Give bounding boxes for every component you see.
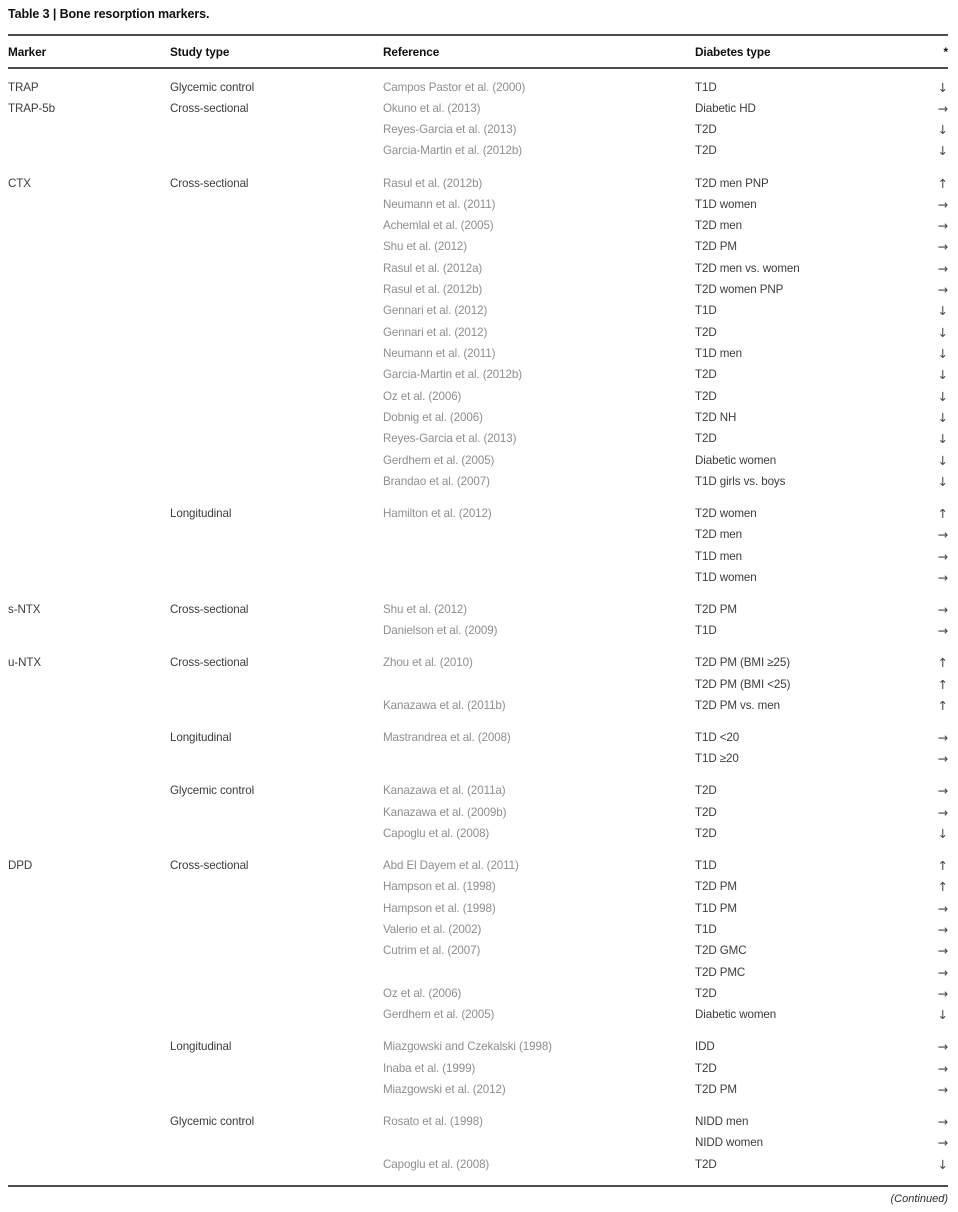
reference-cell[interactable]: Neumann et al. (2011) bbox=[383, 347, 496, 361]
table-row bbox=[8, 98, 948, 119]
marker-cell bbox=[8, 428, 170, 449]
diabetes-type-cell: T2D GMC bbox=[695, 944, 747, 958]
study-type-cell bbox=[170, 1132, 383, 1153]
reference-cell[interactable]: Okuno et al. (2013) bbox=[383, 101, 481, 115]
study-type-cell bbox=[170, 940, 383, 961]
column-header-diabetes-type: Diabetes type bbox=[695, 44, 771, 59]
study-type-cell bbox=[170, 364, 383, 385]
table-row bbox=[8, 1079, 948, 1100]
study-type-cell bbox=[170, 279, 383, 300]
marker-cell bbox=[8, 236, 170, 257]
direction-arrow-icon: → bbox=[937, 527, 948, 543]
direction-arrow-icon: ↓ bbox=[937, 303, 948, 319]
diabetes-type-cell: T2D NH bbox=[695, 411, 737, 425]
reference-cell[interactable]: Neumann et al. (2011) bbox=[383, 197, 496, 211]
study-type-cell: Glycemic control bbox=[170, 784, 255, 798]
diabetes-type-cell: T2D bbox=[695, 144, 717, 158]
direction-arrow-icon: → bbox=[937, 986, 948, 1002]
column-header-asterisk: * bbox=[943, 44, 948, 59]
table-row bbox=[8, 855, 948, 876]
reference-cell[interactable]: Hampson et al. (1998) bbox=[383, 880, 496, 894]
reference-cell[interactable]: Oz et al. (2006) bbox=[383, 987, 462, 1001]
table-row bbox=[8, 674, 948, 695]
table-row bbox=[8, 1111, 948, 1132]
table-row bbox=[8, 524, 948, 545]
study-type-cell: Glycemic control bbox=[170, 80, 255, 94]
table-row bbox=[8, 450, 948, 471]
marker-cell bbox=[8, 1154, 170, 1175]
marker-cell bbox=[8, 279, 170, 300]
direction-arrow-icon: → bbox=[937, 623, 948, 639]
direction-arrow-icon: ↓ bbox=[937, 346, 948, 362]
diabetes-type-cell: T2D bbox=[695, 432, 717, 446]
diabetes-type-cell: T1D bbox=[695, 923, 717, 937]
diabetes-type-cell: T1D bbox=[695, 859, 717, 873]
marker-cell bbox=[8, 471, 170, 492]
direction-arrow-icon: → bbox=[937, 964, 948, 980]
marker-cell bbox=[8, 898, 170, 919]
diabetes-type-cell: T2D PM bbox=[695, 240, 737, 254]
table-row bbox=[8, 962, 948, 983]
reference-cell[interactable]: Rasul et al. (2012b) bbox=[383, 176, 483, 190]
reference-cell[interactable]: Rasul et al. (2012b) bbox=[383, 283, 483, 297]
marker-cell bbox=[8, 1111, 170, 1132]
table-row bbox=[8, 727, 948, 748]
table-row bbox=[8, 386, 948, 407]
study-type-cell bbox=[170, 1058, 383, 1079]
reference-cell[interactable]: Reyes-Garcia et al. (2013) bbox=[383, 123, 517, 137]
reference-cell[interactable]: Miazgowski et al. (2012) bbox=[383, 1083, 506, 1097]
reference-cell[interactable]: Kanazawa et al. (2011b) bbox=[383, 699, 506, 713]
diabetes-type-cell: T1D men bbox=[695, 549, 742, 563]
column-header-reference: Reference bbox=[383, 44, 440, 59]
diabetes-type-cell: T1D bbox=[695, 624, 717, 638]
marker-cell bbox=[8, 748, 170, 769]
diabetes-type-cell: T2D bbox=[695, 805, 717, 819]
reference-cell[interactable]: Cutrim et al. (2007) bbox=[383, 944, 481, 958]
study-type-cell bbox=[170, 620, 383, 641]
study-type-cell: Cross-sectional bbox=[170, 176, 249, 190]
direction-arrow-icon: → bbox=[937, 1135, 948, 1151]
study-type-cell bbox=[170, 407, 383, 428]
reference-cell[interactable]: Mastrandrea et al. (2008) bbox=[383, 731, 511, 745]
direction-arrow-icon: ↓ bbox=[937, 1007, 948, 1023]
table-row bbox=[8, 407, 948, 428]
marker-cell bbox=[8, 194, 170, 215]
marker-cell bbox=[8, 364, 170, 385]
marker-cell bbox=[8, 322, 170, 343]
reference-cell[interactable]: Zhou et al. (2010) bbox=[383, 656, 473, 670]
study-type-cell bbox=[170, 215, 383, 236]
diabetes-type-cell: T2D PM bbox=[695, 1083, 737, 1097]
marker-cell bbox=[8, 503, 170, 524]
direction-arrow-icon: ↓ bbox=[937, 388, 948, 404]
diabetes-type-cell: T1D women bbox=[695, 571, 757, 585]
marker-cell bbox=[8, 450, 170, 471]
direction-arrow-icon: ↓ bbox=[937, 122, 948, 138]
reference-cell[interactable]: Hamilton et al. (2012) bbox=[383, 507, 492, 521]
marker-cell bbox=[8, 695, 170, 716]
direction-arrow-icon: → bbox=[937, 751, 948, 767]
reference-cell[interactable]: Kanazawa et al. (2009b) bbox=[383, 805, 507, 819]
direction-arrow-icon: ↓ bbox=[937, 410, 948, 426]
table-row bbox=[8, 77, 948, 98]
direction-arrow-icon: → bbox=[937, 218, 948, 234]
table-row bbox=[8, 940, 948, 961]
study-type-cell bbox=[170, 1004, 383, 1025]
table-bottom-rule bbox=[8, 1185, 948, 1187]
marker-cell bbox=[8, 119, 170, 140]
diabetes-type-cell: IDD bbox=[695, 1040, 715, 1054]
direction-arrow-icon: ↑ bbox=[937, 175, 948, 191]
table-row bbox=[8, 343, 948, 364]
study-type-cell: Glycemic control bbox=[170, 1115, 255, 1129]
diabetes-type-cell: T2D men bbox=[695, 219, 742, 233]
diabetes-type-cell: T1D men bbox=[695, 347, 742, 361]
diabetes-type-cell: T1D women bbox=[695, 197, 757, 211]
direction-arrow-icon: ↓ bbox=[937, 143, 948, 159]
direction-arrow-icon: → bbox=[937, 260, 948, 276]
marker-cell bbox=[8, 802, 170, 823]
table-row bbox=[8, 215, 948, 236]
reference-cell[interactable]: Campos Pastor et al. (2000) bbox=[383, 80, 526, 94]
column-header-marker: Marker bbox=[8, 44, 47, 59]
table-row bbox=[8, 983, 948, 1004]
table-row bbox=[8, 258, 948, 279]
diabetes-type-cell: Diabetic women bbox=[695, 453, 777, 467]
reference-cell[interactable] bbox=[383, 748, 695, 769]
diabetes-type-cell: T2D bbox=[695, 784, 717, 798]
diabetes-type-cell: T2D PM vs. men bbox=[695, 699, 780, 713]
marker-cell bbox=[8, 215, 170, 236]
marker-cell bbox=[8, 407, 170, 428]
table-row bbox=[8, 876, 948, 897]
table-row bbox=[8, 236, 948, 257]
study-type-cell bbox=[170, 428, 383, 449]
direction-arrow-icon: → bbox=[937, 783, 948, 799]
direction-arrow-icon: ↓ bbox=[937, 474, 948, 490]
marker-cell bbox=[8, 140, 170, 161]
table-row bbox=[8, 173, 948, 194]
direction-arrow-icon: → bbox=[937, 943, 948, 959]
direction-arrow-icon: → bbox=[937, 922, 948, 938]
reference-cell[interactable]: Miazgowski and Czekalski (1998) bbox=[383, 1040, 552, 1054]
table-row bbox=[8, 919, 948, 940]
table-row bbox=[8, 300, 948, 321]
diabetes-type-cell: T2D bbox=[695, 368, 717, 382]
table-row bbox=[8, 567, 948, 588]
table-row bbox=[8, 140, 948, 161]
study-type-cell bbox=[170, 962, 383, 983]
study-type-cell: Cross-sectional bbox=[170, 656, 249, 670]
marker-cell bbox=[8, 1058, 170, 1079]
diabetes-type-cell: T1D bbox=[695, 304, 717, 318]
diabetes-type-cell: T1D ≥20 bbox=[695, 752, 739, 766]
diabetes-type-cell: T2D bbox=[695, 325, 717, 339]
marker-cell bbox=[8, 727, 170, 748]
diabetes-type-cell: T2D PM bbox=[695, 603, 737, 617]
marker-cell bbox=[8, 674, 170, 695]
study-type-cell bbox=[170, 546, 383, 567]
table-row bbox=[8, 748, 948, 769]
direction-arrow-icon: → bbox=[937, 900, 948, 916]
marker-cell: s-NTX bbox=[8, 603, 41, 617]
diabetes-type-cell: T2D PM bbox=[695, 880, 737, 894]
reference-cell[interactable]: Rasul et al. (2012a) bbox=[383, 261, 483, 275]
reference-cell[interactable]: Shu et al. (2012) bbox=[383, 240, 468, 254]
marker-cell bbox=[8, 876, 170, 897]
diabetes-type-cell: T2D men PNP bbox=[695, 176, 769, 190]
diabetes-type-cell: T2D bbox=[695, 389, 717, 403]
table-row bbox=[8, 780, 948, 801]
table-header-row bbox=[8, 36, 948, 67]
reference-cell[interactable]: Garcia-Martin et al. (2012b) bbox=[383, 144, 522, 158]
study-type-cell bbox=[170, 236, 383, 257]
diabetes-type-cell: T1D bbox=[695, 80, 717, 94]
study-type-cell bbox=[170, 450, 383, 471]
table-row bbox=[8, 1004, 948, 1025]
marker-cell bbox=[8, 940, 170, 961]
marker-cell bbox=[8, 919, 170, 940]
diabetes-type-cell: T2D men vs. women bbox=[695, 261, 800, 275]
study-type-cell bbox=[170, 140, 383, 161]
study-type-cell bbox=[170, 919, 383, 940]
study-type-cell bbox=[170, 194, 383, 215]
direction-arrow-icon: ↓ bbox=[937, 367, 948, 383]
direction-arrow-icon: ↓ bbox=[937, 431, 948, 447]
study-type-cell bbox=[170, 567, 383, 588]
direction-arrow-icon: → bbox=[937, 1060, 948, 1076]
study-type-cell bbox=[170, 748, 383, 769]
marker-cell bbox=[8, 780, 170, 801]
marker-cell bbox=[8, 300, 170, 321]
study-type-cell bbox=[170, 898, 383, 919]
study-type-cell: Longitudinal bbox=[170, 1040, 232, 1054]
table-row bbox=[8, 471, 948, 492]
reference-cell[interactable]: Abd El Dayem et al. (2011) bbox=[383, 859, 519, 873]
column-header-study-type: Study type bbox=[170, 44, 230, 59]
direction-arrow-icon: → bbox=[937, 730, 948, 746]
study-type-cell bbox=[170, 343, 383, 364]
diabetes-type-cell: NIDD women bbox=[695, 1136, 763, 1150]
direction-arrow-icon: → bbox=[937, 239, 948, 255]
reference-cell[interactable]: Achemlal et al. (2005) bbox=[383, 219, 494, 233]
reference-cell[interactable]: Valerio et al. (2002) bbox=[383, 923, 482, 937]
marker-cell bbox=[8, 524, 170, 545]
marker-cell bbox=[8, 546, 170, 567]
table-body bbox=[8, 69, 948, 1176]
marker-cell bbox=[8, 343, 170, 364]
marker-cell bbox=[8, 962, 170, 983]
direction-arrow-icon: → bbox=[937, 196, 948, 212]
study-type-cell bbox=[170, 876, 383, 897]
study-type-cell: Longitudinal bbox=[170, 731, 232, 745]
diabetes-type-cell: T2D women PNP bbox=[695, 283, 784, 297]
study-type-cell bbox=[170, 471, 383, 492]
table-row bbox=[8, 119, 948, 140]
study-type-cell: Cross-sectional bbox=[170, 101, 249, 115]
reference-cell[interactable]: Oz et al. (2006) bbox=[383, 389, 462, 403]
table-row bbox=[8, 599, 948, 620]
direction-arrow-icon: ↑ bbox=[937, 655, 948, 671]
reference-cell[interactable]: Shu et al. (2012) bbox=[383, 603, 468, 617]
marker-cell bbox=[8, 620, 170, 641]
reference-cell[interactable] bbox=[383, 524, 695, 545]
table-row bbox=[8, 1132, 948, 1153]
direction-arrow-icon: → bbox=[937, 1039, 948, 1055]
marker-cell: CTX bbox=[8, 176, 31, 190]
marker-cell: TRAP bbox=[8, 80, 39, 94]
table-row bbox=[8, 1058, 948, 1079]
study-type-cell bbox=[170, 983, 383, 1004]
reference-cell[interactable] bbox=[383, 962, 695, 983]
marker-cell bbox=[8, 1004, 170, 1025]
marker-cell bbox=[8, 1036, 170, 1057]
direction-arrow-icon: ↑ bbox=[937, 506, 948, 522]
marker-cell: DPD bbox=[8, 859, 33, 873]
marker-cell bbox=[8, 386, 170, 407]
reference-cell[interactable]: Dobnig et al. (2006) bbox=[383, 411, 483, 425]
diabetes-type-cell: T2D men bbox=[695, 528, 742, 542]
reference-cell[interactable]: Rosato et al. (1998) bbox=[383, 1115, 483, 1129]
reference-cell[interactable]: Gennari et al. (2012) bbox=[383, 325, 488, 339]
continued-note: (Continued) bbox=[890, 1192, 948, 1205]
marker-cell bbox=[8, 823, 170, 844]
marker-cell bbox=[8, 1132, 170, 1153]
direction-arrow-icon: → bbox=[937, 570, 948, 586]
study-type-cell bbox=[170, 524, 383, 545]
diabetes-type-cell: NIDD men bbox=[695, 1115, 749, 1129]
study-type-cell bbox=[170, 119, 383, 140]
table-row bbox=[8, 823, 948, 844]
marker-cell bbox=[8, 983, 170, 1004]
study-type-cell: Cross-sectional bbox=[170, 603, 249, 617]
diabetes-type-cell: T2D PM (BMI ≥25) bbox=[695, 656, 790, 670]
study-type-cell bbox=[170, 1079, 383, 1100]
diabetes-type-cell: T1D girls vs. boys bbox=[695, 475, 786, 489]
study-type-cell: Cross-sectional bbox=[170, 859, 249, 873]
reference-cell[interactable] bbox=[383, 567, 695, 588]
reference-cell[interactable]: Brandao et al. (2007) bbox=[383, 475, 490, 489]
diabetes-type-cell: T2D PMC bbox=[695, 965, 746, 979]
diabetes-type-cell: T2D bbox=[695, 1157, 717, 1171]
direction-arrow-icon: ↑ bbox=[937, 858, 948, 874]
reference-cell[interactable]: Capoglu et al. (2008) bbox=[383, 827, 490, 841]
table-row bbox=[8, 898, 948, 919]
marker-cell: TRAP-5b bbox=[8, 101, 55, 115]
reference-cell[interactable]: Gerdhem et al. (2005) bbox=[383, 453, 495, 467]
study-type-cell bbox=[170, 322, 383, 343]
direction-arrow-icon: ↑ bbox=[937, 698, 948, 714]
table-row bbox=[8, 503, 948, 524]
study-type-cell bbox=[170, 1154, 383, 1175]
reference-cell[interactable]: Garcia-Martin et al. (2012b) bbox=[383, 368, 522, 382]
diabetes-type-cell: T2D bbox=[695, 827, 717, 841]
direction-arrow-icon: ↑ bbox=[937, 676, 948, 692]
diabetes-type-cell: T2D PM (BMI <25) bbox=[695, 677, 791, 691]
study-type-cell bbox=[170, 823, 383, 844]
marker-cell bbox=[8, 1079, 170, 1100]
marker-cell bbox=[8, 567, 170, 588]
reference-cell[interactable] bbox=[383, 1132, 695, 1153]
reference-cell[interactable]: Danielson et al. (2009) bbox=[383, 624, 498, 638]
study-type-cell bbox=[170, 802, 383, 823]
direction-arrow-icon: → bbox=[937, 1082, 948, 1098]
table-row bbox=[8, 546, 948, 567]
table-row bbox=[8, 652, 948, 673]
table-row bbox=[8, 322, 948, 343]
reference-cell[interactable]: Reyes-Garcia et al. (2013) bbox=[383, 432, 517, 446]
direction-arrow-icon: ↓ bbox=[937, 452, 948, 468]
study-type-cell bbox=[170, 695, 383, 716]
reference-cell[interactable]: Gerdhem et al. (2005) bbox=[383, 1008, 495, 1022]
marker-cell bbox=[8, 258, 170, 279]
reference-cell[interactable]: Gennari et al. (2012) bbox=[383, 304, 488, 318]
table-row bbox=[8, 428, 948, 449]
study-type-cell bbox=[170, 300, 383, 321]
study-type-cell: Longitudinal bbox=[170, 507, 232, 521]
direction-arrow-icon: ↓ bbox=[937, 826, 948, 842]
diabetes-type-cell: T1D PM bbox=[695, 901, 737, 915]
reference-cell[interactable]: Inaba et al. (1999) bbox=[383, 1061, 476, 1075]
table-row bbox=[8, 1036, 948, 1057]
table-row bbox=[8, 279, 948, 300]
diabetes-type-cell: T2D bbox=[695, 1061, 717, 1075]
table-row bbox=[8, 802, 948, 823]
reference-cell[interactable] bbox=[383, 674, 695, 695]
diabetes-type-cell: T2D bbox=[695, 987, 717, 1001]
diabetes-type-cell: Diabetic women bbox=[695, 1008, 777, 1022]
table-row bbox=[8, 695, 948, 716]
reference-cell[interactable]: Hampson et al. (1998) bbox=[383, 901, 496, 915]
study-type-cell bbox=[170, 674, 383, 695]
diabetes-type-cell: T2D women bbox=[695, 507, 757, 521]
direction-arrow-icon: ↓ bbox=[937, 79, 948, 95]
direction-arrow-icon: → bbox=[937, 804, 948, 820]
diabetes-type-cell: T2D bbox=[695, 123, 717, 137]
table-row bbox=[8, 364, 948, 385]
direction-arrow-icon: → bbox=[937, 282, 948, 298]
direction-arrow-icon: → bbox=[937, 1114, 948, 1130]
reference-cell[interactable]: Kanazawa et al. (2011a) bbox=[383, 784, 506, 798]
table-title: Table 3 | Bone resorption markers. bbox=[8, 7, 210, 21]
direction-arrow-icon: ↓ bbox=[937, 324, 948, 340]
direction-arrow-icon: ↑ bbox=[937, 879, 948, 895]
table-row bbox=[8, 620, 948, 641]
direction-arrow-icon: → bbox=[937, 548, 948, 564]
direction-arrow-icon: → bbox=[937, 100, 948, 116]
study-type-cell bbox=[170, 386, 383, 407]
reference-cell[interactable]: Capoglu et al. (2008) bbox=[383, 1157, 490, 1171]
table-row bbox=[8, 1154, 948, 1175]
direction-arrow-icon: ↓ bbox=[937, 1156, 948, 1172]
diabetes-type-cell: Diabetic HD bbox=[695, 101, 756, 115]
study-type-cell bbox=[170, 258, 383, 279]
reference-cell[interactable] bbox=[383, 546, 695, 567]
table-row bbox=[8, 194, 948, 215]
marker-cell: u-NTX bbox=[8, 656, 41, 670]
direction-arrow-icon: → bbox=[937, 602, 948, 618]
diabetes-type-cell: T1D <20 bbox=[695, 731, 740, 745]
